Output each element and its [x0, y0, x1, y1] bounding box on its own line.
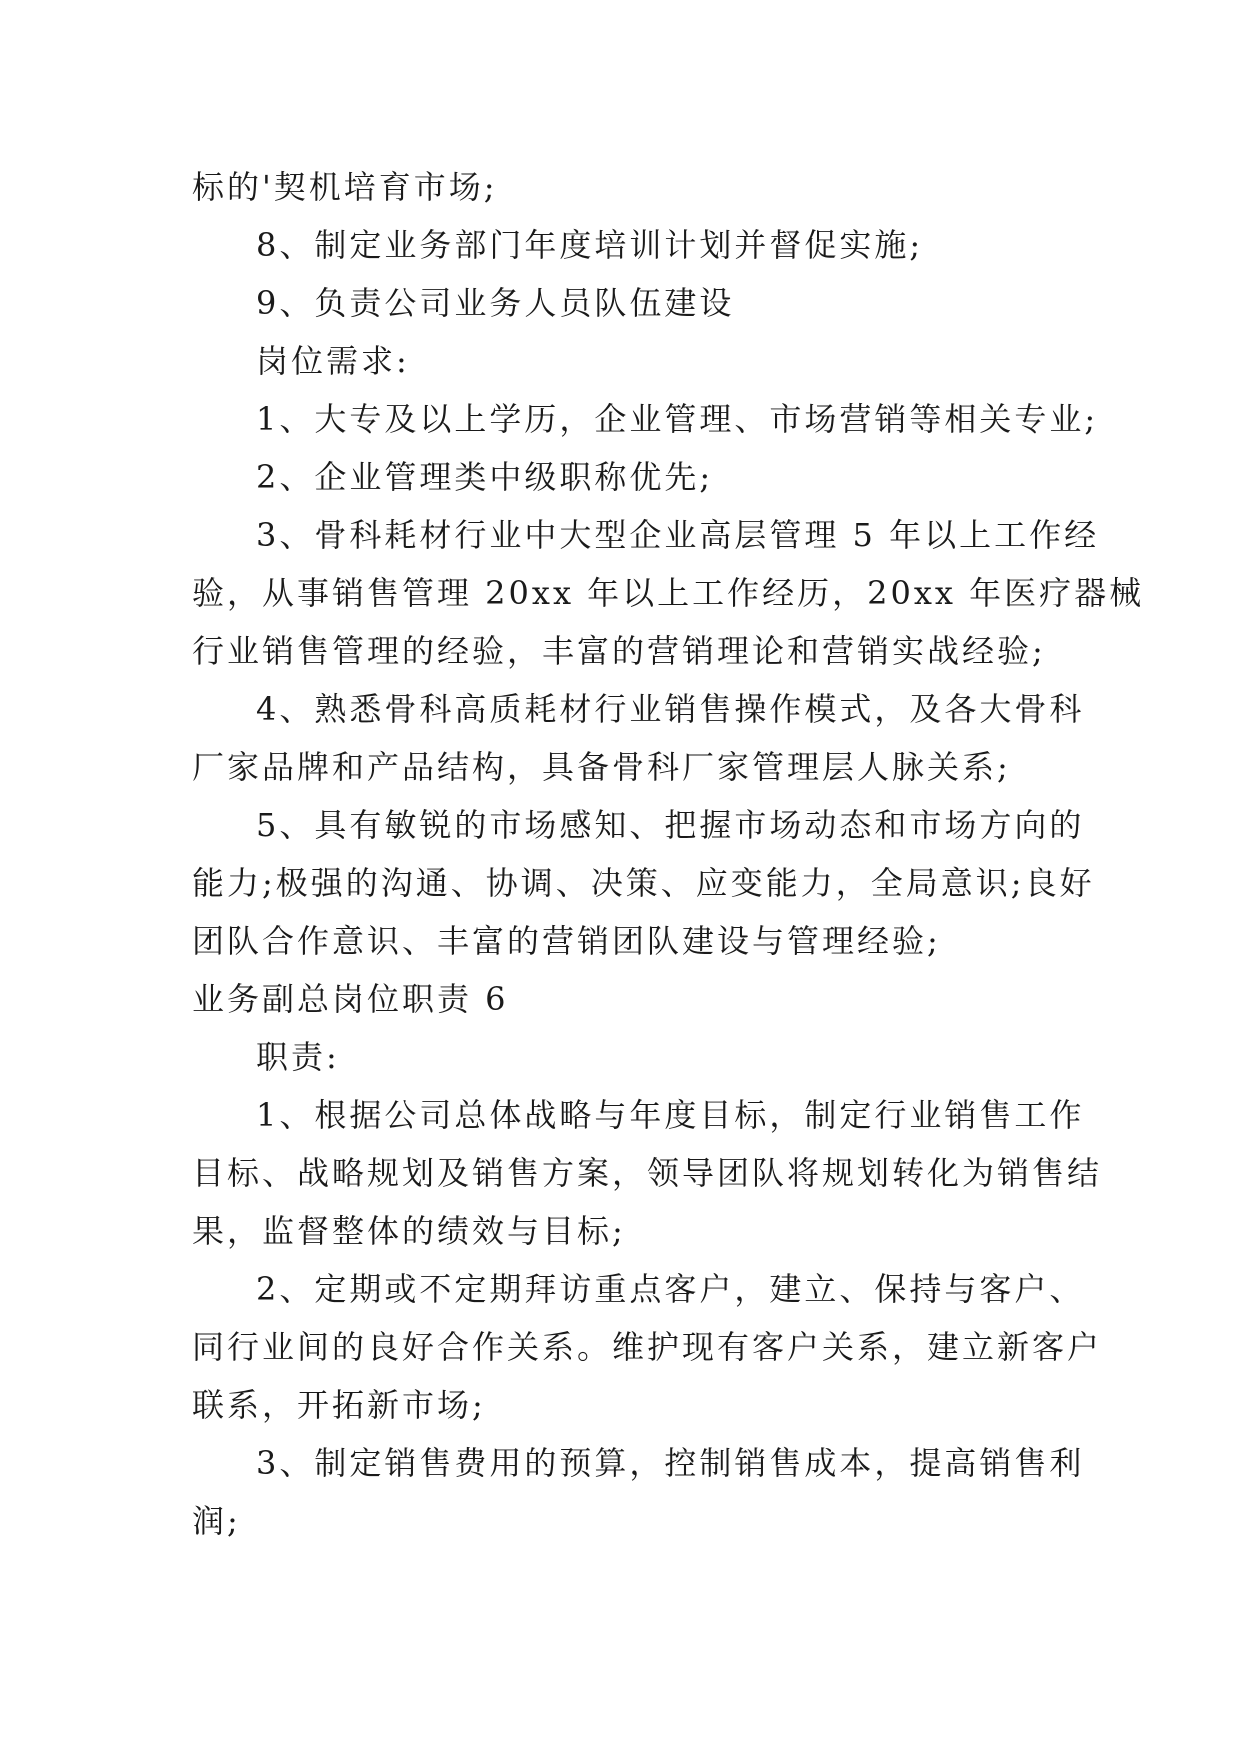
text-line: 能力;极强的沟通、协调、决策、应变能力，全局意识;良好 — [192, 864, 1095, 902]
text-line: 目标、战略规划及销售方案，领导团队将规划转化为销售结 — [192, 1154, 1103, 1192]
section-title: 业务副总岗位职责 6 — [192, 980, 509, 1018]
text-line: 8、制定业务部门年度培训计划并督促实施; — [256, 226, 924, 264]
text-line: 厂家品牌和产品结构，具备骨科厂家管理层人脉关系; — [192, 748, 1011, 786]
text-line: 润; — [192, 1502, 241, 1540]
text-line: 行业销售管理的经验，丰富的营销理论和营销实战经验; — [192, 632, 1046, 670]
text-line: 1、根据公司总体战略与年度目标，制定行业销售工作 — [256, 1096, 1085, 1134]
text-line: 3、骨科耗材行业中大型企业高层管理 5 年以上工作经 — [256, 516, 1100, 554]
document-body — [192, 158, 1145, 1550]
text-line: 4、熟悉骨科高质耗材行业销售操作模式，及各大骨科 — [256, 690, 1085, 728]
text-line: 标的'契机培育市场; — [192, 168, 498, 206]
text-line: 2、企业管理类中级职称优先; — [256, 458, 714, 496]
text-line: 果，监督整体的绩效与目标; — [192, 1212, 626, 1250]
text-line: 3、制定销售费用的预算，控制销售成本，提高销售利 — [256, 1444, 1085, 1482]
section-heading: 职责: — [256, 1038, 340, 1076]
text-line: 5、具有敏锐的市场感知、把握市场动态和市场方向的 — [256, 806, 1085, 844]
text-line: 团队合作意识、丰富的营销团队建设与管理经验; — [192, 922, 941, 960]
text-line: 9、负责公司业务人员队伍建设 — [256, 284, 735, 322]
text-line: 验，从事销售管理 20xx 年以上工作经历，20xx 年医疗器械 — [192, 574, 1145, 612]
text-line: 联系，开拓新市场; — [192, 1386, 486, 1424]
text-line: 同行业间的良好合作关系。维护现有客户关系，建立新客户 — [192, 1328, 1103, 1366]
section-heading: 岗位需求: — [256, 342, 410, 380]
text-line: 2、定期或不定期拜访重点客户，建立、保持与客户、 — [256, 1270, 1085, 1308]
text-line: 1、大专及以上学历，企业管理、市场营销等相关专业; — [256, 400, 1099, 438]
